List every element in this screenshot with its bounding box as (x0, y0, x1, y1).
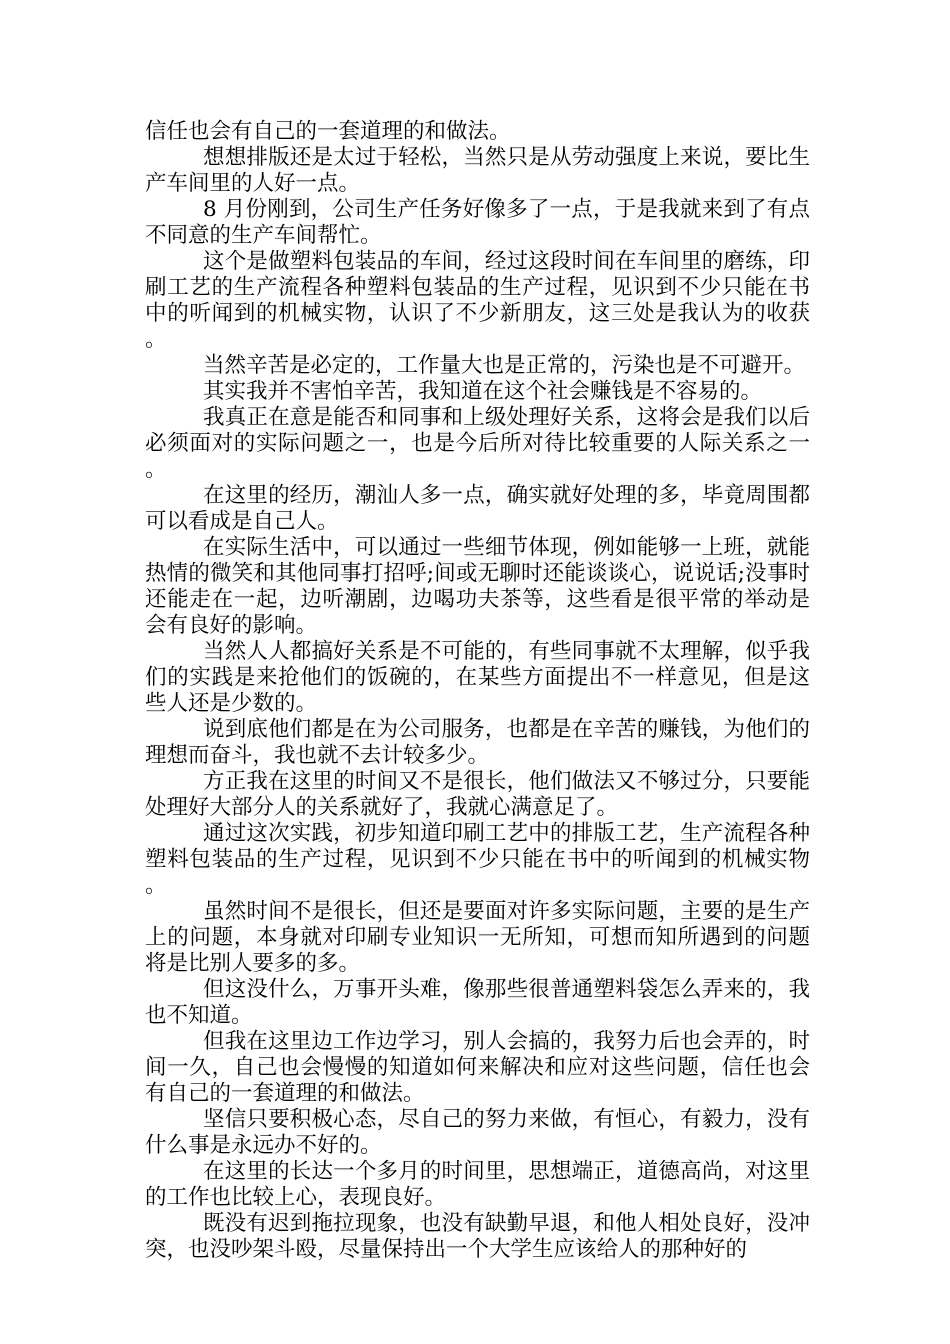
paragraph: 方正我在这里的时间又不是很长，他们做法又不够过分，只要能处理好大部分人的关系就好了，我就心满意足了。 (145, 769, 810, 820)
paragraph: 但我在这里边工作边学习，别人会搞的，我努力后也会弄的，时间一久，自己也会慢慢的知道如何来解决和应对这些问题，信任也会有自己的一套道理的和做法。 (145, 1029, 810, 1106)
paragraph: 想想排版还是太过于轻松，当然只是从劳动强度上来说，要比生产车间里的人好一点。 (145, 145, 810, 196)
document-body (145, 119, 810, 1263)
paragraph: 在实际生活中，可以通过一些细节体现，例如能够一上班，就能热情的微笑和其他同事打招呼;间或无聊时还能谈谈心，说说话;没事时还能走在一起，边听潮剧，边喝功夫茶等，这些看是很平常的举动是会有良好的影响。 (145, 535, 810, 638)
paragraph: 既没有迟到拖拉现象，也没有缺勤早退，和他人相处良好，没冲突，也没吵架斗殴，尽量保持出一个大学生应该给人的那种好的 (145, 1211, 810, 1262)
paragraph: 8 月份刚到，公司生产任务好像多了一点，于是我就来到了有点不同意的生产车间帮忙。 (145, 197, 810, 248)
paragraph: 信任也会有自己的一套道理的和做法。 (145, 119, 511, 144)
paragraph: 虽然时间不是很长，但还是要面对许多实际问题，主要的是生产上的问题，本身就对印刷专业知识一无所知，可想而知所遇到的问题将是比别人要多的多。 (145, 899, 810, 976)
paragraph: 当然人人都搞好关系是不可能的，有些同事就不太理解，似乎我们的实践是来抢他们的饭碗的，在某些方面提出不一样意见，但是这些人还是少数的。 (145, 639, 810, 716)
paragraph: 其实我并不害怕辛苦，我知道在这个社会赚钱是不容易的。 (203, 379, 763, 404)
paragraph: 通过这次实践，初步知道印刷工艺中的排版工艺，生产流程各种塑料包装品的生产过程，见识到不少只能在书中的听闻到的机械实物。 (145, 821, 810, 898)
paragraph: 我真正在意是能否和同事和上级处理好关系，这将会是我们以后必须面对的实际问题之一，也是今后所对待比较重要的人际关系之一。 (145, 405, 810, 482)
paragraph: 当然辛苦是必定的，工作量大也是正常的，污染也是不可避开。 (203, 353, 806, 378)
paragraph: 但这没什么，万事开头难，像那些很普通塑料袋怎么弄来的，我也不知道。 (145, 977, 810, 1028)
paragraph: 在这里的经历，潮汕人多一点，确实就好处理的多，毕竟周围都可以看成是自己人。 (145, 483, 810, 534)
paragraph: 坚信只要积极心态，尽自己的努力来做，有恒心，有毅力，没有什么事是永远办不好的。 (145, 1107, 810, 1158)
paragraph: 说到底他们都是在为公司服务，也都是在辛苦的赚钱，为他们的理想而奋斗，我也就不去计较多少。 (145, 717, 810, 768)
paragraph: 在这里的长达一个多月的时间里，思想端正，道德高尚，对这里的工作也比较上心，表现良好。 (145, 1159, 810, 1210)
paragraph: 这个是做塑料包装品的车间，经过这段时间在车间里的磨练，印刷工艺的生产流程各种塑料包装品的生产过程，见识到不少只能在书中的听闻到的机械实物，认识了不少新朋友，这三处是我认为的收获。 (145, 249, 810, 352)
